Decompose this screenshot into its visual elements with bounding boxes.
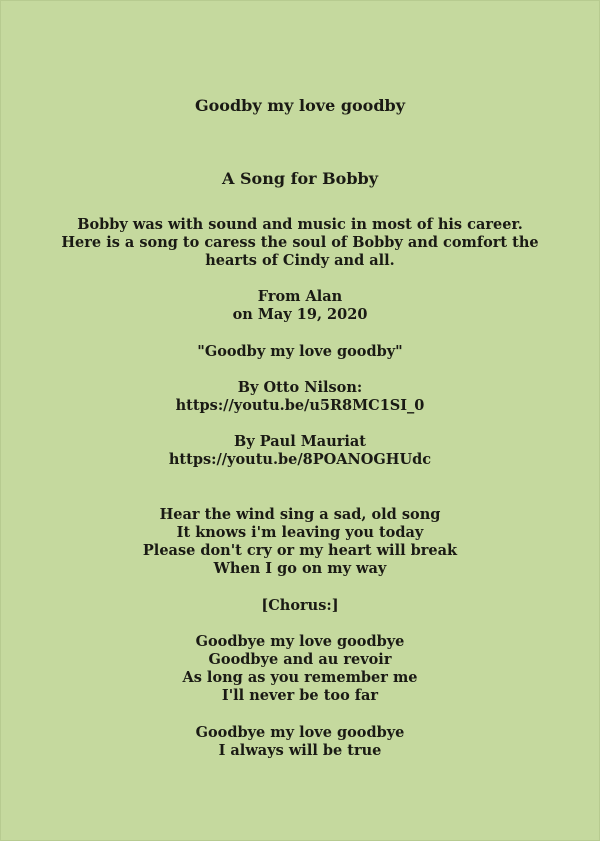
version-1-link[interactable]: https://youtu.be/u5R8MC1SI_0 xyxy=(175,397,425,414)
from-date: on May 19, 2020 xyxy=(232,306,368,323)
version-2-link[interactable]: https://youtu.be/8POANOGHUdc xyxy=(168,451,432,468)
intro-line-3: hearts of Cindy and all. xyxy=(205,252,395,269)
final-line-1: Goodbye my love goodbye xyxy=(195,724,405,741)
chorus-line-1: Goodbye my love goodbye xyxy=(195,633,405,650)
chorus-label: [Chorus:] xyxy=(261,597,339,614)
verse-line-3: Please don't cry or my heart will break xyxy=(142,542,458,559)
chorus-line-4: I'll never be too far xyxy=(221,687,379,704)
verse-line-2: It knows i'm leaving you today xyxy=(176,524,424,541)
final-line-2: I always will be true xyxy=(218,742,382,759)
version-2-by: By Paul Mauriat xyxy=(234,433,366,450)
version-1-by: By Otto Nilson: xyxy=(237,379,363,396)
chorus-line-3: As long as you remember me xyxy=(182,669,418,686)
verse-line-4: When I go on my way xyxy=(213,560,387,577)
chorus-line-2: Goodbye and au revoir xyxy=(208,651,392,668)
song-title: "Goodby my love goodby" xyxy=(197,343,403,360)
verse-line-1: Hear the wind sing a sad, old song xyxy=(159,506,441,523)
document-title: Goodby my love goodby xyxy=(194,96,406,115)
from-name: From Alan xyxy=(257,288,343,305)
intro-line-1: Bobby was with sound and music in most of his career. xyxy=(77,216,523,233)
intro-line-2: Here is a song to caress the soul of Bobby and comfort the xyxy=(61,234,539,251)
document-subtitle: A Song for Bobby xyxy=(221,169,379,188)
